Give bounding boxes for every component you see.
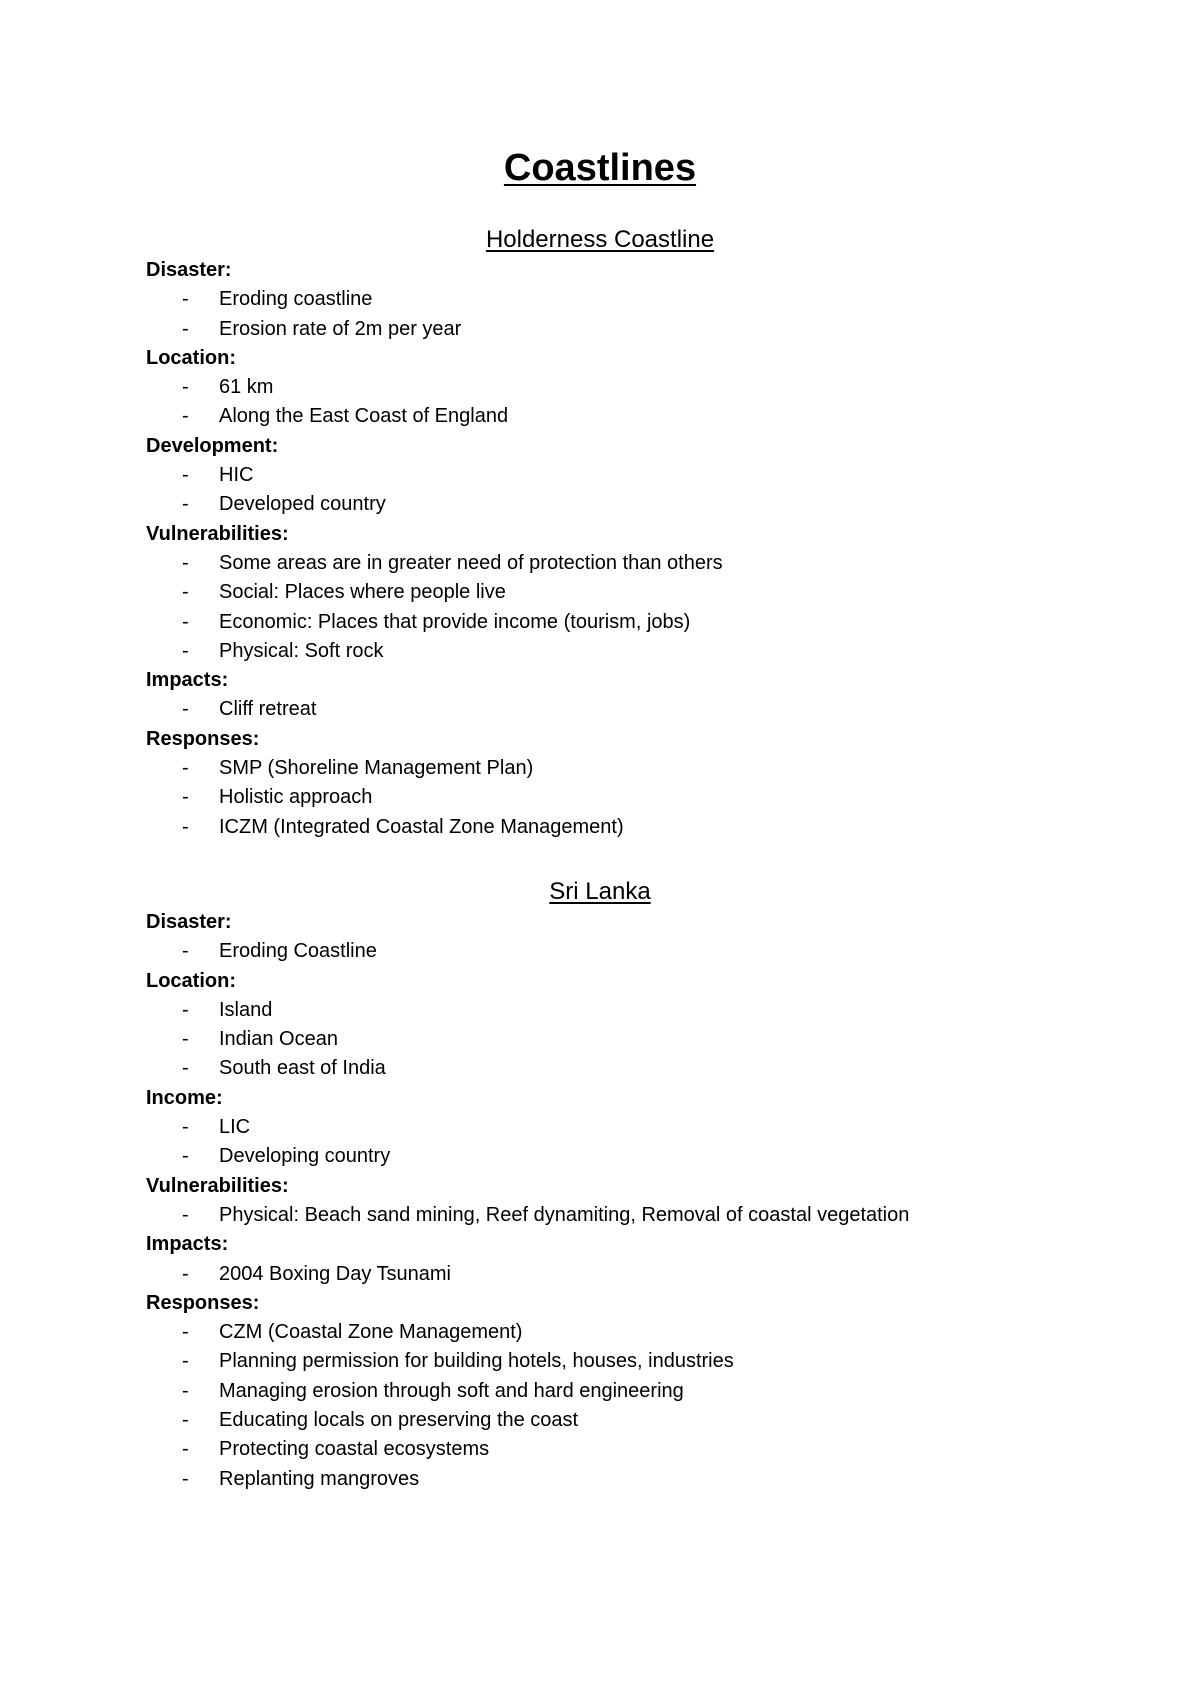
bullet-dash: - xyxy=(182,1379,189,1402)
bullet-dash: - xyxy=(182,581,189,604)
bullet-dash: - xyxy=(182,1116,189,1139)
list-item xyxy=(0,996,1200,1025)
list-item xyxy=(0,937,1200,966)
page-title: Coastlines xyxy=(503,147,697,189)
group-label: Responses: xyxy=(146,727,260,750)
bullet-dash: - xyxy=(182,1467,189,1490)
group-label: Responses: xyxy=(146,1291,260,1314)
list-item xyxy=(0,578,1200,607)
bullet-dash: - xyxy=(182,1350,189,1373)
group-label: Disaster: xyxy=(146,911,232,933)
bullet-dash: - xyxy=(182,317,189,340)
group-label: Development: xyxy=(146,434,279,457)
group-label: Impacts: xyxy=(146,1233,229,1256)
list-item xyxy=(0,1201,1200,1230)
list-item xyxy=(0,813,1200,842)
list-item xyxy=(0,461,1200,490)
bullet-dash: - xyxy=(182,376,189,399)
list-item-text: SMP (Shoreline Management Plan) xyxy=(219,757,534,780)
list-item xyxy=(0,402,1200,431)
list-item xyxy=(0,1054,1200,1083)
list-item xyxy=(0,637,1200,666)
list-item-text: Planning permission for building hotels, houses, industries xyxy=(219,1350,734,1373)
list-item xyxy=(0,1318,1200,1347)
list-item-text: ICZM (Integrated Coastal Zone Management) xyxy=(219,815,624,838)
list-item xyxy=(0,1377,1200,1406)
section-heading: Sri Lanka xyxy=(549,878,651,905)
list-item-text: Managing erosion through soft and hard engineering xyxy=(219,1379,684,1402)
list-item-text: Economic: Places that provide income (tourism, jobs) xyxy=(219,610,691,633)
list-item xyxy=(0,1465,1200,1494)
list-item xyxy=(0,490,1200,519)
list-item-text: 61 km xyxy=(219,376,274,399)
list-item-text: Some areas are in greater need of protection than others xyxy=(219,551,723,574)
bullet-dash: - xyxy=(182,1438,189,1461)
bullet-dash: - xyxy=(182,998,189,1021)
list-item xyxy=(0,315,1200,344)
section-heading: Holderness Coastline xyxy=(485,226,715,253)
list-item-text: Erosion rate of 2m per year xyxy=(219,317,462,340)
list-item-text: Island xyxy=(219,998,273,1021)
list-item xyxy=(0,1142,1200,1171)
list-item-text: Holistic approach xyxy=(219,786,373,809)
group-label: Vulnerabilities: xyxy=(146,522,289,545)
list-item-text: Eroding Coastline xyxy=(219,940,377,963)
list-item-text: Educating locals on preserving the coast xyxy=(219,1409,579,1432)
list-item-text: CZM (Coastal Zone Management) xyxy=(219,1321,523,1344)
bullet-dash: - xyxy=(182,1028,189,1051)
list-item xyxy=(0,1113,1200,1142)
list-item-text: HIC xyxy=(219,464,254,487)
list-item-text: Eroding coastline xyxy=(219,288,373,311)
bullet-dash: - xyxy=(182,551,189,574)
section-sri-lanka xyxy=(0,877,1200,1494)
bullet-dash: - xyxy=(182,698,189,721)
group-label: Impacts: xyxy=(146,669,229,692)
list-item xyxy=(0,549,1200,578)
list-item-text: Physical: Soft rock xyxy=(219,639,384,662)
bullet-dash: - xyxy=(182,815,189,838)
bullet-dash: - xyxy=(182,1203,189,1226)
bullet-dash: - xyxy=(182,1409,189,1432)
list-item xyxy=(0,1260,1200,1289)
list-item xyxy=(0,783,1200,812)
group-label: Vulnerabilities: xyxy=(146,1174,289,1197)
list-item-text: Developing country xyxy=(219,1145,391,1168)
list-item xyxy=(0,608,1200,637)
bullet-dash: - xyxy=(182,1321,189,1344)
list-item-text: LIC xyxy=(219,1116,251,1139)
list-item-text: Protecting coastal ecosystems xyxy=(219,1438,490,1461)
list-item xyxy=(0,373,1200,402)
bullet-dash: - xyxy=(182,786,189,809)
list-item xyxy=(0,695,1200,724)
list-item-text: Physical: Beach sand mining, Reef dynamiting, Removal of coastal vegetation xyxy=(219,1203,910,1226)
list-item-text: Replanting mangroves xyxy=(219,1467,420,1490)
bullet-dash: - xyxy=(182,1145,189,1168)
group-label: Location: xyxy=(146,346,236,369)
section-groups xyxy=(0,256,1200,842)
list-item xyxy=(0,285,1200,314)
bullet-dash: - xyxy=(182,493,189,516)
bullet-dash: - xyxy=(182,1057,189,1080)
section-holderness-coastline xyxy=(0,225,1200,842)
list-item xyxy=(0,1406,1200,1435)
list-item xyxy=(0,754,1200,783)
list-item-text: Indian Ocean xyxy=(219,1028,338,1051)
list-item xyxy=(0,1025,1200,1054)
group-label: Location: xyxy=(146,969,236,992)
section-groups xyxy=(0,908,1200,1494)
list-item-text: Social: Places where people live xyxy=(219,581,506,604)
list-item-text: 2004 Boxing Day Tsunami xyxy=(219,1262,451,1285)
list-item-text: Developed country xyxy=(219,493,386,516)
list-item xyxy=(0,1435,1200,1464)
list-item-text: Along the East Coast of England xyxy=(219,405,509,428)
bullet-dash: - xyxy=(182,288,189,311)
list-item-text: South east of India xyxy=(219,1057,386,1080)
bullet-dash: - xyxy=(182,405,189,428)
bullet-dash: - xyxy=(182,1262,189,1285)
bullet-dash: - xyxy=(182,610,189,633)
bullet-dash: - xyxy=(182,940,189,963)
bullet-dash: - xyxy=(182,757,189,780)
group-label: Disaster: xyxy=(146,259,232,281)
bullet-dash: - xyxy=(182,464,189,487)
list-item-text: Cliff retreat xyxy=(219,698,317,721)
bullet-dash: - xyxy=(182,639,189,662)
list-item xyxy=(0,1347,1200,1376)
group-label: Income: xyxy=(146,1086,223,1109)
